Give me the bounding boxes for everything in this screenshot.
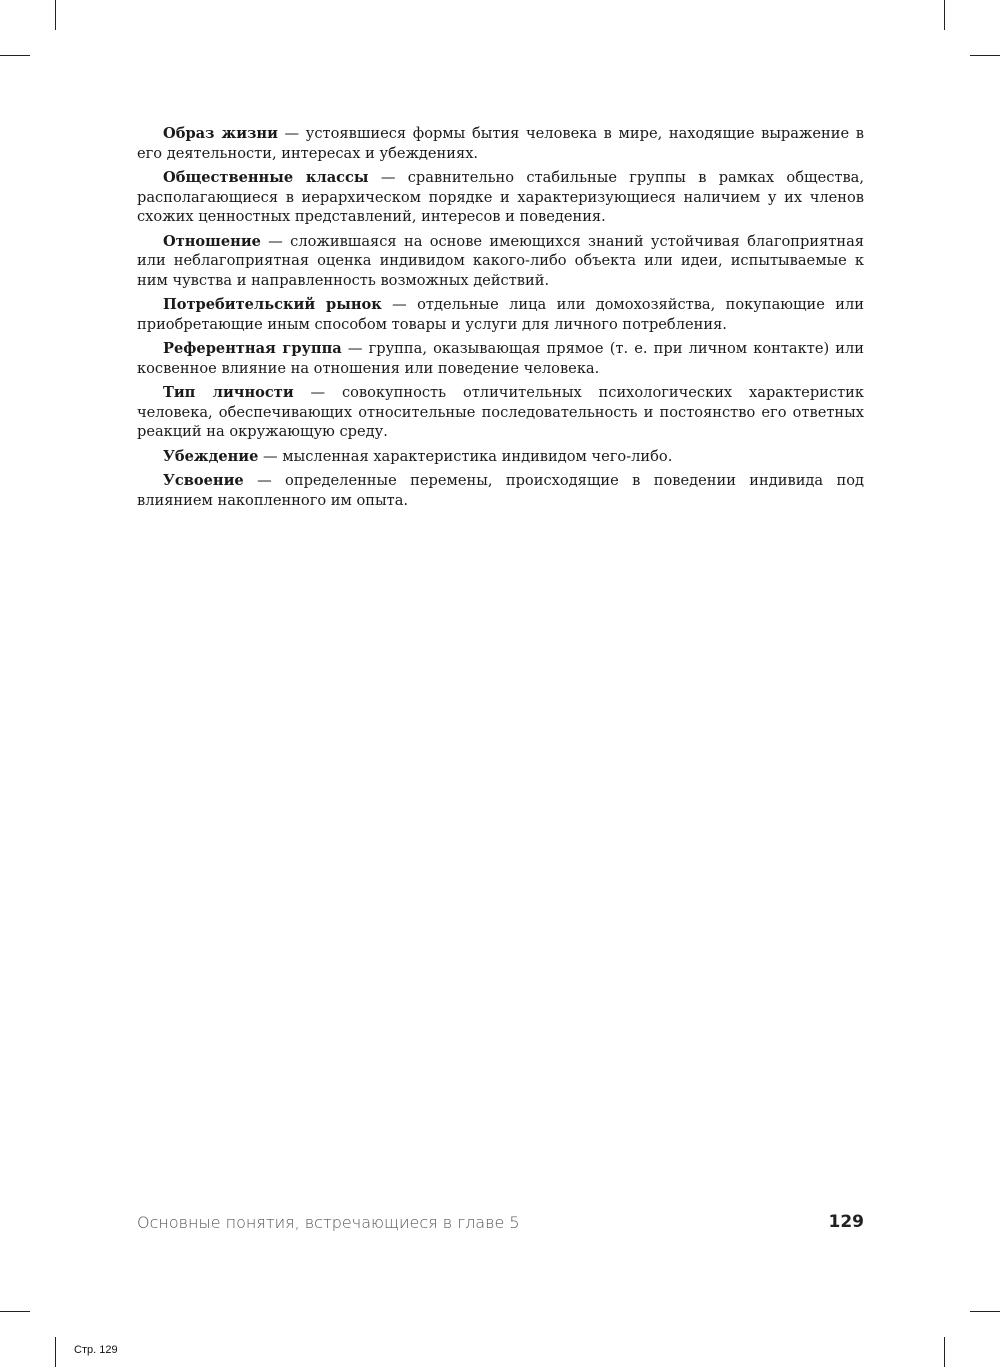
glossary-definition: — устоявшиеся формы бытия человека в мире, находящие выражение в его деятельности, интересах и убеждениях.: [137, 125, 864, 162]
glossary-entry: [137, 447, 864, 467]
crop-mark-bottom-left-h: [0, 1311, 30, 1312]
glossary-definition: — группа, оказывающая прямое (т. е. при личном контакте) или косвенное влияние на отношения или поведение человека.: [137, 340, 865, 377]
glossary-definition: — совокупность отличительных психологических характеристик человека, обеспечивающих относительные последовательность и постоянство его ответных реакций на окружающую среду.: [137, 384, 864, 440]
glossary-definition: — сравнительно стабильные группы в рамках общества, располагающиеся в иерархическом порядке и характеризующиеся наличием у их членов схожих ценностных представлений, интересов и поведения.: [137, 169, 865, 225]
running-footer-title: Основные понятия, встречающиеся в главе 5: [137, 1213, 520, 1232]
glossary-term: Референтная группа: [163, 340, 342, 357]
glossary-term: Общественные классы: [163, 169, 369, 186]
crop-mark-bottom-right-h: [970, 1311, 1000, 1312]
crop-mark-bottom-right: [944, 1337, 945, 1367]
crop-mark-top-left: [55, 0, 56, 30]
glossary-definition: — мысленная характеристика индивидом чего-либо.: [258, 447, 673, 465]
glossary-term: Тип личности: [163, 384, 294, 401]
glossary-entry: [137, 124, 864, 163]
glossary-definition: — определенные перемены, происходящие в поведении индивида под влиянием накопленного им опыта.: [137, 472, 864, 509]
glossary-definition: — отдельные лица или домохозяйства, покупающие или приобретающие иным способом товары и услуги для личного потребления.: [137, 296, 864, 333]
glossary-entry: [137, 383, 864, 442]
glossary-entry: [137, 471, 864, 510]
glossary: [137, 124, 864, 515]
glossary-term: Отношение: [163, 232, 261, 250]
crop-mark-bottom-left: [55, 1337, 56, 1367]
glossary-definition: — сложившаяся на основе имеющихся знаний устойчивая благоприятная или неблагоприятная оценка индивидом какого-либо объекта или идеи, испытываемые к ним чувства и направленность возможных действий.: [137, 232, 864, 289]
glossary-entry: [137, 232, 864, 291]
glossary-term: Усвоение: [163, 472, 244, 489]
glossary-entry: [137, 295, 864, 334]
crop-mark-top-left-h: [0, 55, 30, 56]
glossary-term: Потребительский рынок: [163, 296, 382, 313]
glossary-term: Образ жизни: [163, 125, 278, 142]
glossary-term: Убеждение: [163, 447, 259, 465]
crop-mark-top-right: [944, 0, 945, 30]
glossary-entry: [137, 168, 864, 227]
page-number: 129: [828, 1212, 864, 1232]
print-slug: Стр. 129: [74, 1344, 118, 1356]
glossary-entry: [137, 339, 864, 378]
crop-mark-top-right-h: [970, 55, 1000, 56]
